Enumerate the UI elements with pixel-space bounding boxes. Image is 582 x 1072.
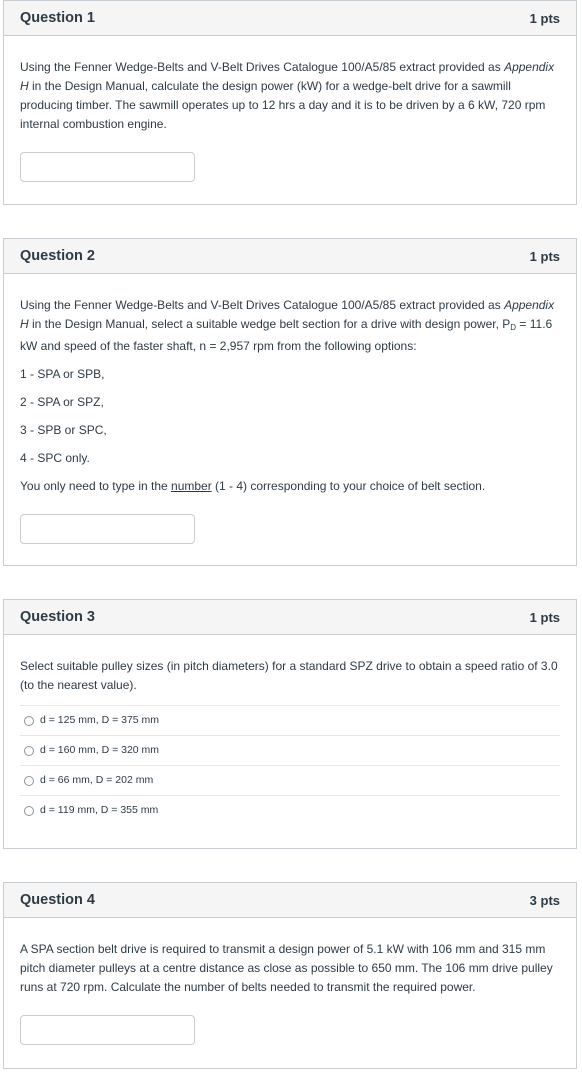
question-points: 1 pts (529, 609, 560, 625)
question-title: Question 1 (20, 10, 95, 26)
question-header (4, 1, 576, 36)
option-line: 3 - SPB or SPC, (20, 423, 107, 437)
appendix-reference: Appendix H (20, 298, 555, 331)
radio-button[interactable] (24, 716, 34, 726)
radio-button[interactable] (24, 746, 34, 756)
answer-choice[interactable] (20, 735, 560, 765)
question-text-part: Using the Fenner Wedge-Belts and V-Belt Drives Catalogue 100/A5/85 extract provided as (20, 60, 505, 74)
question-2 (3, 238, 577, 566)
question-text: Select suitable pulley sizes (in pitch diameters) for a standard SPZ drive to obtain a speed ratio of 3.0 (to the nearest value). (20, 659, 558, 692)
answer-input[interactable] (20, 514, 195, 544)
answer-choice[interactable] (20, 705, 560, 735)
choice-label: d = 160 mm, D = 320 mm (40, 744, 160, 756)
radio-button[interactable] (24, 776, 34, 786)
question-4 (3, 882, 577, 1069)
question-text (20, 296, 560, 356)
question-points: 1 pts (529, 10, 560, 26)
question-points: 3 pts (529, 892, 560, 908)
instruction-part: (1 - 4) corresponding to your choice of belt section. (211, 479, 486, 493)
instruction-text (20, 477, 560, 496)
question-title: Question 3 (20, 609, 95, 625)
question-header (4, 239, 576, 274)
question-text-part: in the Design Manual, select a suitable wedge belt section for a drive with design power, (28, 317, 503, 331)
number-term: number (171, 479, 212, 493)
question-3 (3, 599, 577, 849)
answer-choice[interactable] (20, 795, 560, 825)
question-text-part: Using the Fenner Wedge-Belts and V-Belt Drives Catalogue 100/A5/85 extract provided as (20, 298, 505, 312)
option-line: 1 - SPA or SPB, (20, 367, 105, 381)
question-body (4, 36, 576, 182)
option-line: 2 - SPA or SPZ, (20, 395, 104, 409)
question-body (4, 274, 576, 544)
question-text (20, 58, 560, 134)
power-subscript: D (510, 323, 517, 332)
answer-choice[interactable] (20, 765, 560, 795)
radio-button[interactable] (24, 806, 34, 816)
instruction-part: You only need to type in the (20, 479, 172, 493)
question-text-part: in the Design Manual, calculate the design power (kW) for a wedge-belt drive for a sawmill producing timber. The sawmill operates up to 12 hrs a day and it is to be driven by a 6 kW, 720 rpm internal combustion engine. (20, 79, 546, 131)
question-body (4, 635, 576, 825)
question-points: 1 pts (529, 248, 560, 264)
question-body (4, 918, 576, 1045)
choice-label: d = 66 mm, D = 202 mm (40, 774, 154, 786)
question-text: A SPA section belt drive is required to transmit a design power of 5.1 kW with 106 mm and 315 mm pitch diameter pulleys at a centre distance as close as possible to 650 mm. The 106 mm drive pulley runs at 720 rpm. Calculate the number of belts needed to transmit the required power. (20, 942, 553, 994)
answer-choices (20, 705, 560, 825)
choice-label: d = 125 mm, D = 375 mm (40, 714, 160, 726)
appendix-reference: Appendix H (20, 60, 555, 93)
question-1 (3, 0, 577, 205)
question-header (4, 600, 576, 635)
option-line: 4 - SPC only. (20, 451, 90, 465)
power-symbol: P (502, 317, 511, 331)
question-text-part: = 11.6 kW and speed of the faster shaft, n = 2,957 rpm from the following options: (20, 317, 553, 353)
question-header (4, 883, 576, 918)
answer-input[interactable] (20, 1015, 195, 1045)
choice-label: d = 119 mm, D = 355 mm (40, 804, 159, 816)
question-title: Question 4 (20, 892, 95, 908)
answer-input[interactable] (20, 152, 195, 182)
question-title: Question 2 (20, 248, 95, 264)
